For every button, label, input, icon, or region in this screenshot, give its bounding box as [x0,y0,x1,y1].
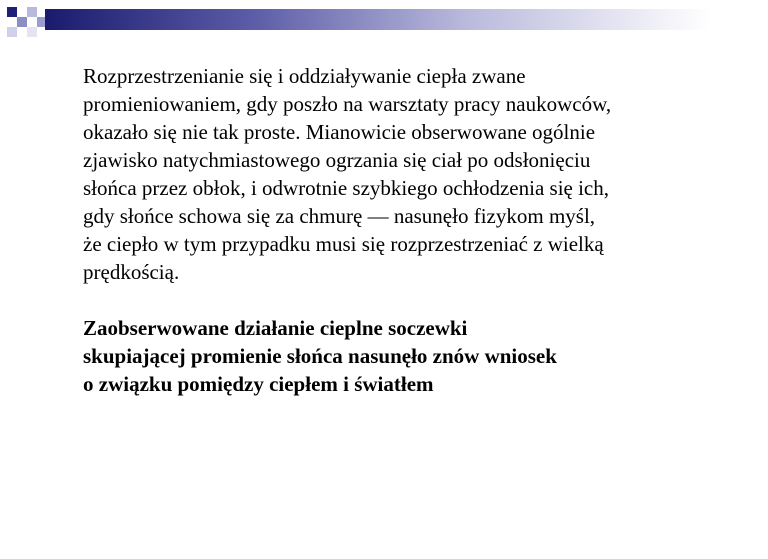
paragraph-line: że ciepło w tym przypadku musi się rozprzestrzeniać z wielką [83,232,604,256]
bold-line: Zaobserwowane działanie cieplne soczewki [83,316,468,340]
paragraph-line: promieniowaniem, gdy poszło na warsztaty pracy naukowców, [83,92,612,116]
bold-line: o związku pomiędzy ciepłem i światłem [83,372,434,396]
decor-square [27,7,37,17]
slide-content [83,62,753,398]
bold-line: skupiającej promienie słońca nasunęło znów wniosek [83,344,557,368]
paragraph-line: zjawisko natychmiastowego ogrzania się ciał po odsłonięciu [83,148,591,172]
paragraph-line: gdy słońce schowa się za chmurę — nasunęło fizykom myśl, [83,204,596,228]
paragraph-line: słońca przez obłok, i odwrotnie szybkiego ochłodzenia się ich, [83,176,610,200]
decor-square [27,27,37,37]
decor-square [7,7,17,17]
header-gradient-bar [45,9,768,30]
decor-square [17,17,27,27]
paragraph-line: okazało się nie tak proste. Mianowicie obserwowane ogólnie [83,120,596,144]
paragraph-1 [83,62,753,286]
paragraph-2-bold [83,314,753,398]
paragraph-line: prędkością. [83,260,180,284]
decor-square [7,27,17,37]
paragraph-line: Rozprzestrzenianie się i oddziaływanie ciepła zwane [83,64,526,88]
